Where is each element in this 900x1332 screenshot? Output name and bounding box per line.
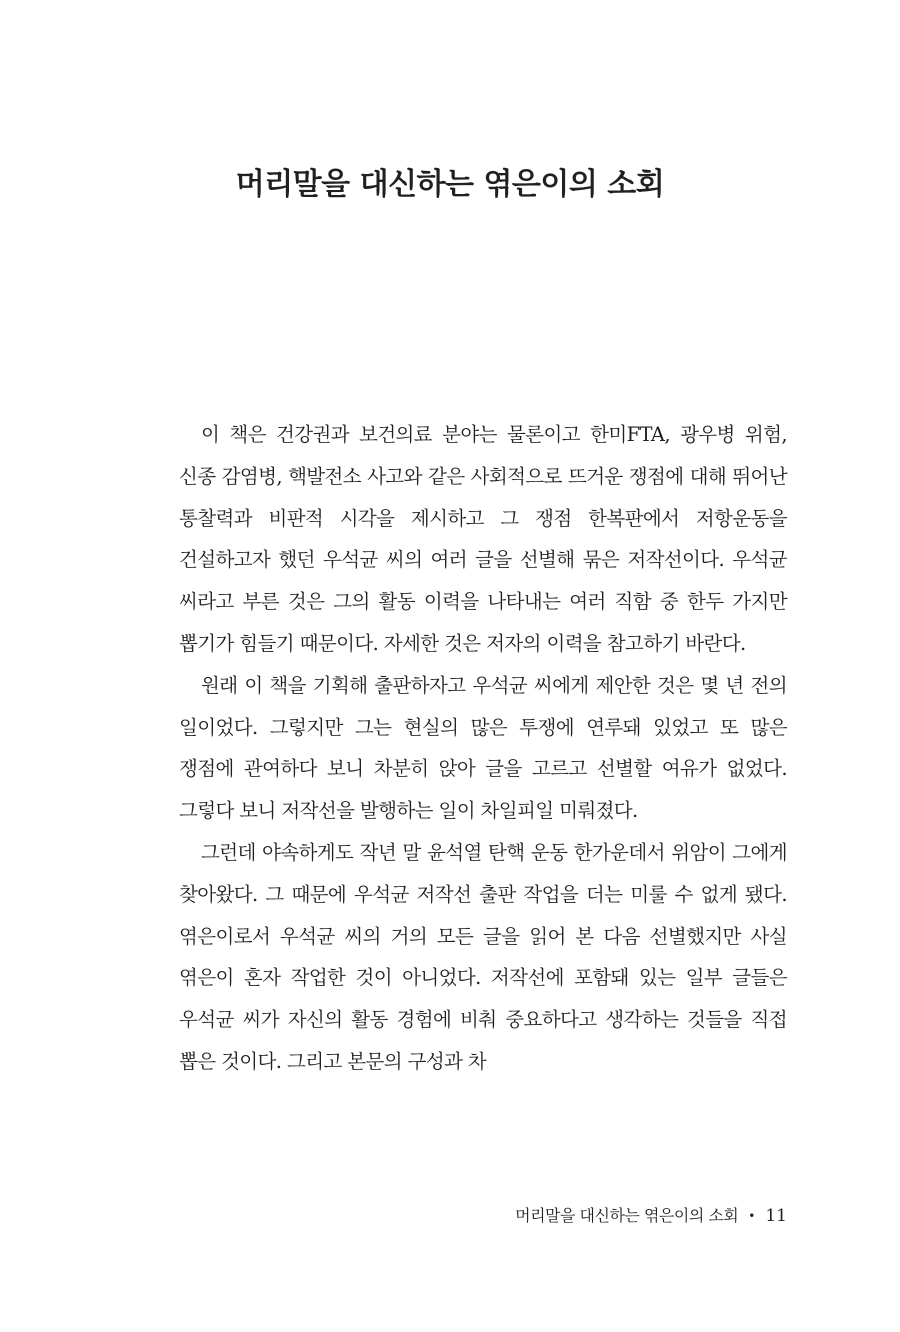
- bullet-separator: •: [748, 1209, 756, 1223]
- running-head: 머리말을 대신하는 엮은이의 소회: [515, 1206, 739, 1225]
- body-text: [179, 414, 787, 1083]
- paragraph: 그런데 야속하게도 작년 말 윤석열 탄핵 운동 한가운데서 위암이 그에게 찾아왔다. 그 때문에 우석균 저작선 출판 작업을 더는 미룰 수 없게 됐다. 엮은이로서 우석균 씨의 거의 모든 글을 읽어 본 다음 선별했지만 사실 엮은이 혼자 작업한 것이 아니었다. 저작선에 포함돼 있는 일부 글들은 우석균 씨가 자신의 활동 경험에 비춰 중요하다고 생각하는 것들을 직접 뽑은 것이다. 그리고 본문의 구성과 차: [179, 840, 787, 1073]
- paragraph: 이 책은 건강권과 보건의료 분야는 물론이고 한미FTA, 광우병 위험, 신종 감염병, 핵발전소 사고와 같은 사회적으로 뜨거운 쟁점에 대해 뛰어난 통찰력과 비판적 시각을 제시하고 그 쟁점 한복판에서 저항운동을 건설하고자 했던 우석균 씨의 여러 글을 선별해 묶은 저작선이다. 우석균 씨라고 부른 것은 그의 활동 이력을 나타내는 여러 직함 중 한두 가지만 뽑기가 힘들기 때문이다. 자세한 것은 저자의 이력을 참고하기 바란다.: [179, 423, 787, 655]
- paragraph: 원래 이 책을 기획해 출판하자고 우석균 씨에게 제안한 것은 몇 년 전의 일이었다. 그렇지만 그는 현실의 많은 투쟁에 연루돼 있었고 또 많은 쟁점에 관여하다 보니 차분히 앉아 글을 고르고 선별할 여유가 없었다. 그렇다 보니 저작선을 발행하는 일이 차일피일 미뤄졌다.: [179, 673, 787, 823]
- chapter-title: 머리말을 대신하는 엮은이의 소회: [235, 167, 665, 202]
- page-number: 11: [765, 1206, 787, 1226]
- page-footer: [515, 1204, 787, 1228]
